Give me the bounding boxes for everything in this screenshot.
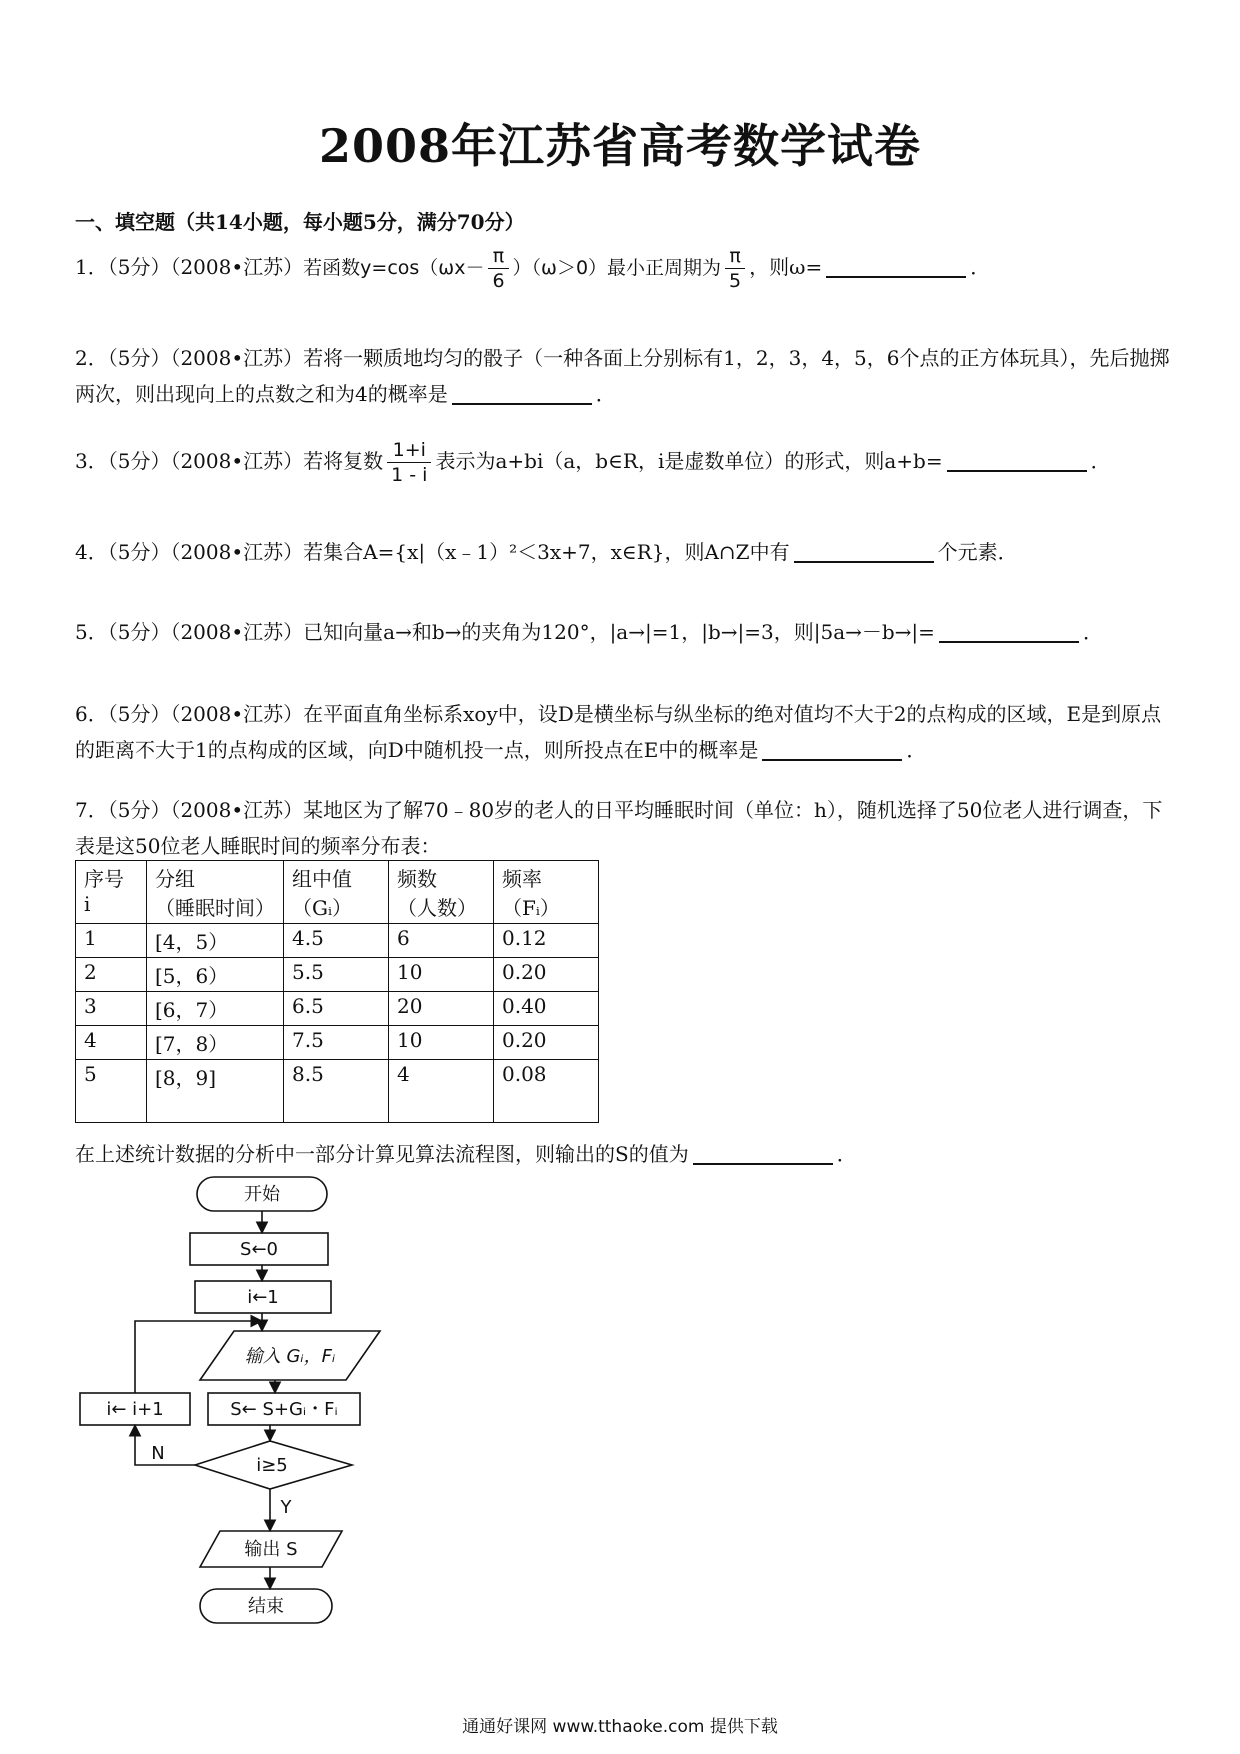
question-text: ）（ω＞0）最小正周期为 [512,257,722,279]
fraction-complex [387,438,431,487]
question-text: 已知向量a→和b→的夹角为120°，|a→|=1，|b→|=3，则|5a→－b→|= [303,620,935,644]
table-row [76,924,599,958]
table-cell: 8.5 [284,1060,389,1123]
question-5 [75,614,1175,650]
start-label: 开始 [244,1184,280,1205]
table-cell: 2 [76,958,147,992]
accumulate-label: S← S+Gᵢ・Fᵢ [230,1399,338,1420]
table-cell: 6.5 [284,992,389,1026]
table-cell: 0.08 [494,1060,599,1123]
question-number: 2．（5分）（2008•江苏） [75,346,304,370]
table-cell: 0.12 [494,924,599,958]
question-text: ，则ω= [749,255,823,279]
question-3 [75,438,1175,487]
table-header-cell [389,861,494,924]
answer-blank [693,1139,833,1165]
punctuation: ． [970,255,991,279]
table-cell: 10 [389,1026,494,1060]
increment-label: i← i+1 [106,1399,164,1420]
answer-blank [452,379,592,405]
table-cell: 5 [76,1060,147,1123]
fraction-numerator: π [725,244,745,269]
punctuation: ． [595,382,616,406]
question-number: 6．（5分）（2008•江苏） [75,702,304,726]
page-title: 2008年江苏省高考数学试卷 [318,119,922,173]
table-cell: 20 [389,992,494,1026]
fraction-numerator: π [488,244,508,269]
punctuation: ． [1082,620,1103,644]
header-line: （Fᵢ） [502,896,560,920]
header-line: （Gᵢ） [292,896,352,920]
question-text: 若将一颗质地均匀的骰子（一种各面上分别标有1，2，3，4，5，6个点的正方体玩具），先后抛掷两次，则出现向上的点数之和为4的概率是 [75,346,1170,406]
algorithm-flowchart [60,1165,400,1665]
header-line: 分组 [155,867,195,891]
table-cell: 0.20 [494,1026,599,1060]
table-cell: 6 [389,924,494,958]
answer-blank [826,252,966,278]
header-line: 组中值 [292,867,352,891]
input-label: 输入 Gᵢ，Fᵢ [244,1346,336,1367]
table-cell: [4，5） [147,924,284,958]
punctuation: ． [836,1142,857,1166]
header-line: 序号 [84,867,124,891]
fraction-pi-6 [488,244,508,293]
header-line: 频率 [502,867,542,891]
table-cell: 7.5 [284,1026,389,1060]
table-cell: 5.5 [284,958,389,992]
punctuation: ． [1090,449,1111,473]
decision-label: i≥5 [256,1455,288,1476]
fraction-denominator: 5 [729,270,742,292]
init-i-label: i←1 [247,1287,279,1308]
question-text: 在上述统计数据的分析中一部分计算见算法流程图，则输出的S的值为 [75,1142,689,1166]
end-label: 结束 [248,1596,284,1617]
question-7 [75,792,1175,864]
question-number: 5．（5分）（2008•江苏） [75,620,304,644]
table-cell: 3 [76,992,147,1026]
fraction-denominator: 1 - i [391,464,428,486]
question-number: 3．（5分）（2008•江苏） [75,449,304,473]
question-6 [75,696,1175,768]
table-row [76,1026,599,1060]
fraction-pi-5 [725,244,745,293]
question-text: 若将复数 [303,449,384,473]
table-row [76,1060,599,1123]
table-header-cell [494,861,599,924]
question-number: 1．（5分）（2008•江苏） [75,255,304,279]
fraction-numerator: 1+i [387,438,431,463]
question-2 [75,340,1175,412]
table-cell: [7，8） [147,1026,284,1060]
punctuation: ． [906,738,927,762]
table-header-cell [147,861,284,924]
question-number: 4．（5分）（2008•江苏） [75,540,304,564]
question-number: 7．（5分）（2008•江苏） [75,798,304,822]
question-text: 表示为a+bi（a，b∈R，i是虚数单位）的形式，则a+b= [435,449,943,473]
page-footer: 通通好课网 www.tthaoke.com 提供下载 [462,1717,778,1737]
table-cell: 0.20 [494,958,599,992]
table-cell: 4 [76,1026,147,1060]
section-heading: 一、填空题（共14小题，每小题5分，满分70分） [75,210,525,234]
question-4 [75,534,1175,570]
table-cell: 0.40 [494,992,599,1026]
question-text: 在平面直角坐标系xoy中，设D是横坐标与纵坐标的绝对值均不大于2的点构成的区域，E是到原点的距离不大于1的点构成的区域，向D中随机投一点，则所投点在E中的概率是 [75,702,1162,762]
header-line: （人数） [397,896,477,920]
output-label: 输出 S [244,1539,298,1560]
question-1 [75,244,1175,293]
table-cell: 4.5 [284,924,389,958]
header-line: i [84,892,91,916]
table-row [76,992,599,1026]
table-row [76,958,599,992]
frequency-table [75,860,599,1123]
question-text: 某地区为了解70﹣80岁的老人的日平均睡眠时间（单位：h），随机选择了50位老人进行调查，下表是这50位老人睡眠时间的频率分布表： [75,798,1163,858]
table-header-cell [284,861,389,924]
table-cell: 4 [389,1060,494,1123]
answer-blank [939,617,1079,643]
question-text: 若函数y=cos（ωx－ [303,257,485,279]
no-branch-line [135,1427,195,1465]
no-label: N [151,1443,165,1464]
question-text: 若集合A={x|（x﹣1）²＜3x+7，x∈R}，则A∩Z中有 [303,540,790,564]
yes-label: Y [280,1497,292,1518]
answer-blank [947,446,1087,472]
loop-back-line [135,1321,260,1393]
header-line: （睡眠时间） [155,896,275,920]
table-cell: [8，9] [147,1060,284,1123]
table-header-cell [76,861,147,924]
table-cell: [5，6） [147,958,284,992]
init-s-label: S←0 [240,1239,278,1260]
table-cell: 1 [76,924,147,958]
answer-blank [762,735,902,761]
fraction-denominator: 6 [492,270,505,292]
table-cell: 10 [389,958,494,992]
table-cell: [6，7） [147,992,284,1026]
header-line: 频数 [397,867,437,891]
answer-blank [794,537,934,563]
table-header-row [76,861,599,924]
punctuation: 个元素． [937,540,1018,564]
